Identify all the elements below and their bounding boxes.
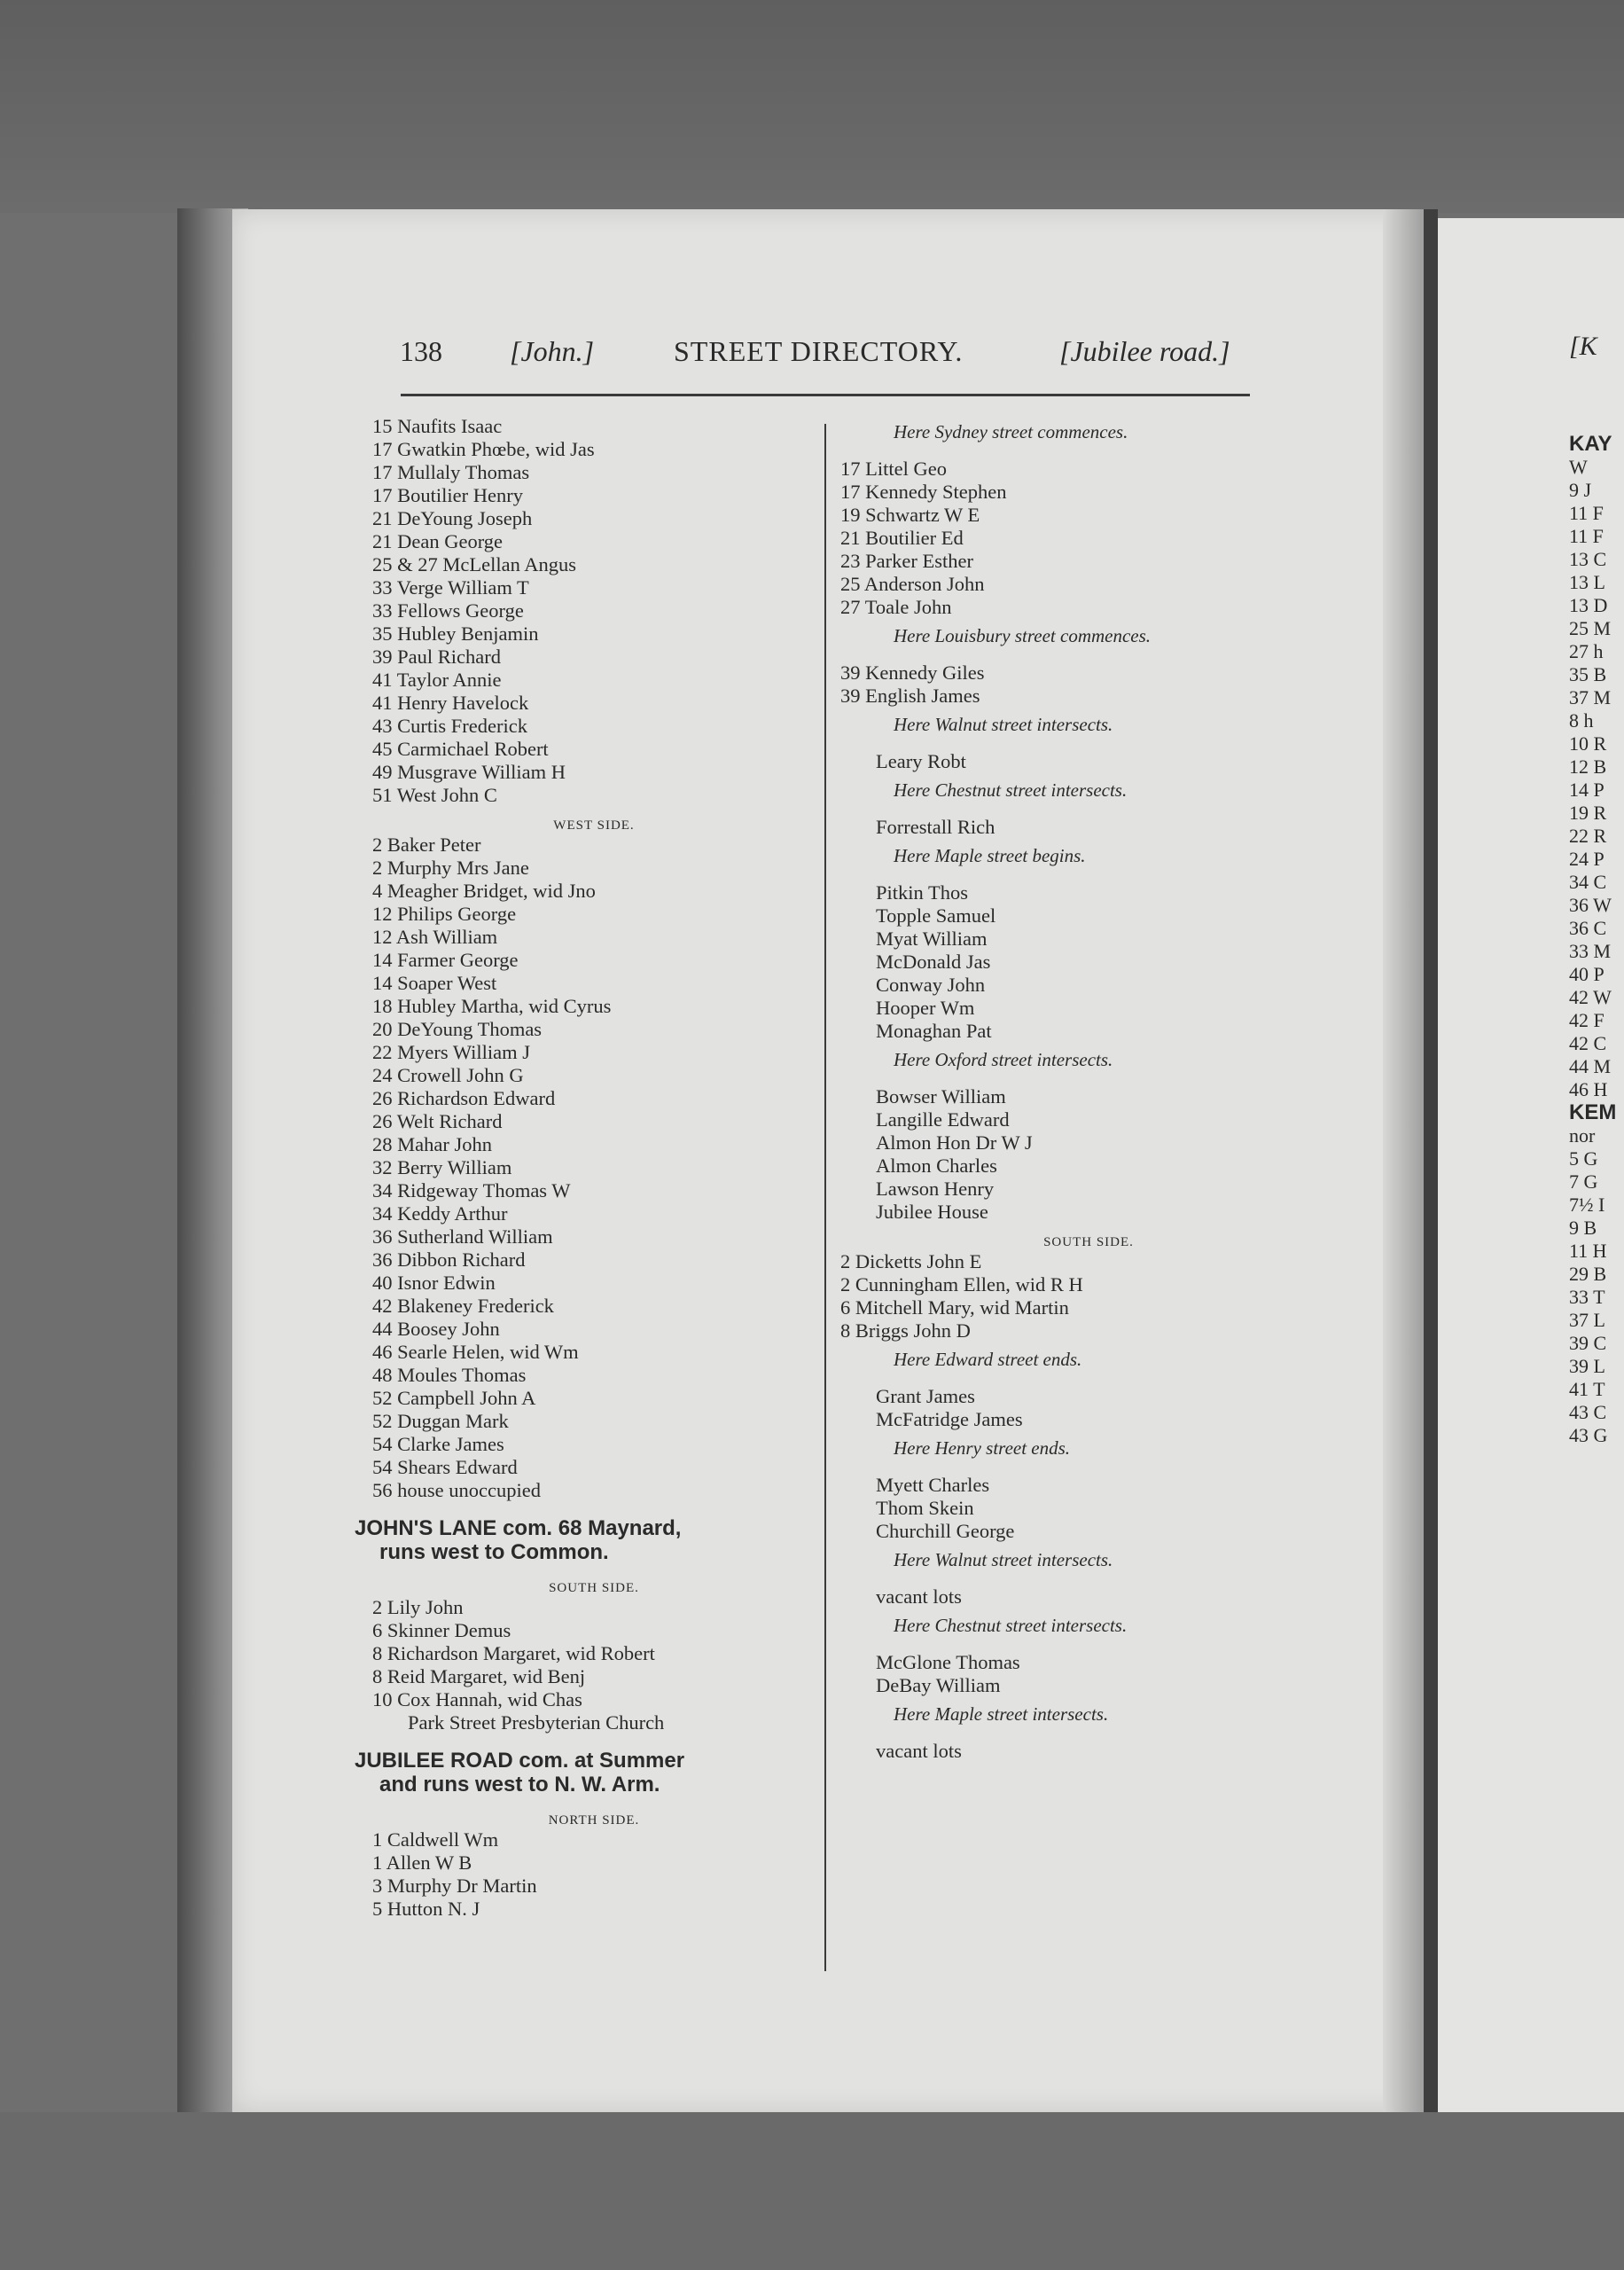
directory-entry: 2 Dicketts John E	[840, 1250, 982, 1272]
street-note: Here Henry street ends.	[894, 1437, 1071, 1459]
directory-entry: DeBay William	[876, 1674, 1001, 1696]
directory-entry: 39 English James	[840, 685, 980, 707]
facing-page-fragment: 19 R	[1569, 802, 1607, 824]
facing-page-fragments	[1569, 335, 1624, 1447]
directory-entry: 15 Naufits Isaac	[372, 415, 503, 437]
directory-entry: 42 Blakeney Frederick	[372, 1295, 554, 1317]
directory-entry: 3 Murphy Dr Martin	[372, 1875, 537, 1897]
directory-entry: 12 Philips George	[372, 903, 517, 925]
directory-entry: Churchill George	[876, 1520, 1015, 1542]
directory-entry: 23 Parker Esther	[840, 550, 973, 572]
facing-page-fragment: 13 L	[1569, 571, 1605, 593]
facing-page-fragment: 24 P	[1569, 848, 1604, 870]
directory-entry: 35 Hubley Benjamin	[372, 622, 539, 645]
facing-page-fragment: 36 W	[1569, 894, 1612, 916]
directory-entry: Leary Robt	[876, 750, 966, 772]
directory-entry: Forrestall Rich	[876, 816, 995, 838]
directory-entry: 6 Skinner Demus	[372, 1619, 511, 1641]
directory-entry: 8 Reid Margaret, wid Benj	[372, 1665, 586, 1687]
facing-page-fragment: 22 R	[1569, 825, 1607, 847]
facing-page-fragment: 46 H	[1569, 1078, 1608, 1100]
directory-entry: 14 Farmer George	[372, 949, 519, 971]
directory-entry: 24 Crowell John G	[372, 1064, 524, 1086]
directory-entry: 17 Boutilier Henry	[372, 484, 523, 506]
facing-page-fragment: 25 M	[1569, 617, 1612, 639]
directory-entry: Almon Charles	[876, 1155, 997, 1177]
directory-entry: 14 Soaper West	[372, 972, 497, 994]
facing-page-fragment: 11 F	[1569, 525, 1604, 547]
directory-entry: Myat William	[876, 928, 988, 950]
facing-page-fragment: 35 B	[1569, 663, 1607, 685]
street-heading-line: JUBILEE ROAD com. at Summer	[355, 1749, 685, 1773]
directory-entry: 2 Cunningham Ellen, wid R H	[840, 1273, 1083, 1295]
facing-page-fragment: 14 P	[1569, 779, 1604, 801]
facing-page-fragment: nor	[1569, 1124, 1596, 1147]
directory-entry: 21 DeYoung Joseph	[372, 507, 533, 529]
facing-page-fragment: 44 M	[1569, 1055, 1612, 1077]
street-note: Here Walnut street intersects.	[894, 714, 1113, 735]
directory-entry: Conway John	[876, 974, 986, 996]
facing-page-fragment: 43 G	[1569, 1424, 1608, 1446]
directory-entry: Monaghan Pat	[876, 1020, 992, 1042]
directory-entry: 2 Lily John	[372, 1596, 464, 1618]
facing-page-fragment: 9 B	[1569, 1217, 1597, 1239]
street-note: Here Oxford street intersects.	[894, 1049, 1113, 1070]
directory-entry: 36 Sutherland William	[372, 1225, 553, 1248]
directory-entry: Lawson Henry	[876, 1178, 995, 1200]
street-heading-line: JOHN'S LANE com. 68 Maynard,	[355, 1516, 682, 1540]
directory-entry: 48 Moules Thomas	[372, 1364, 527, 1386]
directory-entry: 10 Cox Hannah, wid Chas	[372, 1688, 582, 1710]
directory-entry: Langille Edward	[876, 1108, 1010, 1131]
directory-entry: Jubilee House	[876, 1201, 988, 1223]
directory-entry: 32 Berry William	[372, 1156, 512, 1178]
directory-entry: 26 Richardson Edward	[372, 1087, 556, 1109]
directory-entry: 34 Keddy Arthur	[372, 1202, 508, 1225]
directory-entry: 54 Shears Edward	[372, 1456, 518, 1478]
side-heading: SOUTH SIDE.	[1043, 1235, 1134, 1249]
directory-entry: 33 Verge William T	[372, 576, 529, 599]
facing-page-fragment: KEM	[1569, 1100, 1617, 1124]
street-heading-line: runs west to Common.	[379, 1540, 609, 1564]
street-note: Here Sydney street commences.	[894, 421, 1128, 442]
facing-page-fragment: 7½ I	[1569, 1194, 1605, 1216]
facing-page-fragment: 8 h	[1569, 709, 1594, 732]
directory-entry: 12 Ash William	[372, 926, 498, 948]
directory-entry: 21 Dean George	[372, 530, 504, 552]
directory-entry: Grant James	[876, 1385, 975, 1407]
directory-entry: Thom Skein	[876, 1497, 974, 1519]
directory-entry: 8 Briggs John D	[840, 1319, 971, 1342]
directory-entry: 27 Toale John	[840, 596, 952, 618]
facing-page-fragment: 40 P	[1569, 963, 1604, 985]
page-gutter	[1383, 209, 1427, 2112]
facing-page-fragment: 10 R	[1569, 732, 1607, 755]
directory-entry: 41 Henry Havelock	[372, 692, 529, 714]
directory-entry: 5 Hutton N. J	[372, 1898, 480, 1920]
facing-page-fragment: 36 C	[1569, 917, 1607, 939]
street-heading-line: and runs west to N. W. Arm.	[379, 1773, 660, 1796]
street-heading	[355, 1516, 816, 1564]
directory-entry: 43 Curtis Frederick	[372, 715, 527, 737]
column-divider	[824, 424, 826, 1971]
facing-page-lines	[1569, 433, 1624, 1447]
left-column	[355, 415, 816, 1921]
directory-entry: 39 Paul Richard	[372, 646, 501, 668]
facing-page-fragment: 11 F	[1569, 502, 1604, 524]
directory-entry: 36 Dibbon Richard	[372, 1248, 526, 1271]
facing-page-fragment: 37 M	[1569, 686, 1612, 708]
directory-entry: McFatridge James	[876, 1408, 1023, 1430]
directory-entry: 33 Fellows George	[372, 599, 524, 622]
facing-page-fragment: 27 h	[1569, 640, 1604, 662]
header-rule	[401, 394, 1250, 396]
directory-entry: McGlone Thomas	[876, 1651, 1020, 1673]
facing-page-fragment: 37 L	[1569, 1309, 1605, 1331]
directory-entry: 25 Anderson John	[840, 573, 985, 595]
facing-page-fragment: 13 C	[1569, 548, 1607, 570]
facing-page-fragment: 43 C	[1569, 1401, 1607, 1423]
directory-entry: 22 Myers William J	[372, 1041, 531, 1063]
directory-entry: 1 Allen W B	[372, 1851, 472, 1874]
facing-page-fragment: 13 D	[1569, 594, 1608, 616]
street-note: Here Chestnut street intersects.	[894, 779, 1128, 801]
facing-page-fragment: 42 F	[1569, 1009, 1604, 1031]
directory-entry: 28 Mahar John	[372, 1133, 492, 1155]
scan-background-bottom	[0, 2112, 1624, 2270]
directory-entry: 45 Carmichael Robert	[372, 738, 549, 760]
page-number: 138	[400, 335, 442, 367]
running-title: STREET DIRECTORY.	[674, 335, 964, 367]
running-header-right: [Jubilee road.]	[1059, 335, 1230, 367]
directory-entry: vacant lots	[876, 1585, 962, 1608]
street-heading	[355, 1749, 816, 1796]
directory-entry: Bowser William	[876, 1085, 1006, 1108]
street-note: Here Louisbury street commences.	[894, 625, 1152, 646]
directory-entry: 20 DeYoung Thomas	[372, 1018, 543, 1040]
facing-page-fragment: 39 L	[1569, 1355, 1605, 1377]
directory-entry: 26 Welt Richard	[372, 1110, 503, 1132]
side-heading: WEST SIDE.	[553, 818, 635, 833]
facing-page-fragment: KAY	[1569, 432, 1612, 456]
facing-page-fragment: 7 G	[1569, 1170, 1598, 1193]
scan-background	[0, 0, 1624, 213]
gutter-shadow	[1424, 209, 1438, 2112]
side-heading: SOUTH SIDE.	[549, 1581, 639, 1595]
street-note: Here Edward street ends.	[894, 1349, 1082, 1370]
directory-entry: Pitkin Thos	[876, 881, 968, 904]
directory-entry: 40 Isnor Edwin	[372, 1272, 496, 1294]
directory-entry: 8 Richardson Margaret, wid Robert	[372, 1642, 655, 1664]
side-heading: NORTH SIDE.	[548, 1813, 640, 1828]
facing-page-fragment: 34 C	[1569, 871, 1607, 893]
facing-page-fragment: 29 B	[1569, 1263, 1607, 1285]
directory-entry: Myett Charles	[876, 1474, 990, 1496]
facing-page-fragment: 42 C	[1569, 1032, 1607, 1054]
facing-page-fragment: 5 G	[1569, 1147, 1598, 1170]
middle-column	[840, 415, 1337, 1763]
street-note: Here Walnut street intersects.	[894, 1549, 1113, 1570]
directory-entry: Topple Samuel	[876, 904, 996, 927]
directory-entry: 49 Musgrave William H	[372, 761, 566, 783]
directory-entry: 56 house unoccupied	[372, 1479, 541, 1501]
facing-page-fragment: 42 W	[1569, 986, 1612, 1008]
facing-page-fragment: 12 B	[1569, 755, 1607, 778]
running-header-left: [John.]	[510, 335, 595, 367]
directory-entry: 17 Gwatkin Phœbe, wid Jas	[372, 438, 595, 460]
directory-entry: 54 Clarke James	[372, 1433, 504, 1455]
directory-entry: 25 & 27 McLellan Angus	[372, 553, 576, 575]
directory-entry: 2 Murphy Mrs Jane	[372, 857, 529, 879]
directory-entry: 41 Taylor Annie	[372, 669, 502, 691]
directory-entry: 52 Duggan Mark	[372, 1410, 509, 1432]
directory-entry: 51 West John C	[372, 784, 497, 806]
facing-page-fragment: 33 T	[1569, 1286, 1605, 1308]
facing-page-fragment: 39 C	[1569, 1332, 1607, 1354]
street-note: Here Maple street begins.	[894, 845, 1086, 866]
directory-entry: vacant lots	[876, 1740, 962, 1762]
facing-page-fragment: W	[1569, 456, 1588, 478]
directory-entry: 52 Campbell John A	[372, 1387, 536, 1409]
directory-entry: 34 Ridgeway Thomas W	[372, 1179, 571, 1202]
street-note: Here Maple street intersects.	[894, 1703, 1109, 1725]
directory-entry: 39 Kennedy Giles	[840, 661, 985, 684]
directory-entry: 6 Mitchell Mary, wid Martin	[840, 1296, 1069, 1319]
directory-entry: 19 Schwartz W E	[840, 504, 980, 526]
directory-entry: 18 Hubley Martha, wid Cyrus	[372, 995, 612, 1017]
directory-entry: McDonald Jas	[876, 951, 991, 973]
facing-page-fragment: 41 T	[1569, 1378, 1605, 1400]
directory-entry: Almon Hon Dr W J	[876, 1131, 1033, 1154]
facing-page-fragment: 11 H	[1569, 1240, 1607, 1262]
directory-entry: 17 Littel Geo	[840, 458, 947, 480]
directory-entry: 21 Boutilier Ed	[840, 527, 964, 549]
directory-entry: 1 Caldwell Wm	[372, 1828, 499, 1851]
directory-entry: 44 Boosey John	[372, 1318, 500, 1340]
directory-entry: Park Street Presbyterian Church	[408, 1711, 665, 1734]
directory-entry: 17 Mullaly Thomas	[372, 461, 530, 483]
facing-page-fragment: 33 M	[1569, 940, 1612, 962]
directory-entry: 46 Searle Helen, wid Wm	[372, 1341, 579, 1363]
facing-page-header: [K	[1569, 335, 1597, 361]
directory-entry: 2 Baker Peter	[372, 834, 481, 856]
directory-entry: Hooper Wm	[876, 997, 975, 1019]
directory-entry: 17 Kennedy Stephen	[840, 481, 1007, 503]
street-note: Here Chestnut street intersects.	[894, 1615, 1128, 1636]
directory-entry: 4 Meagher Bridget, wid Jno	[372, 880, 596, 902]
facing-page-fragment: 9 J	[1569, 479, 1592, 501]
running-header	[394, 335, 1250, 380]
